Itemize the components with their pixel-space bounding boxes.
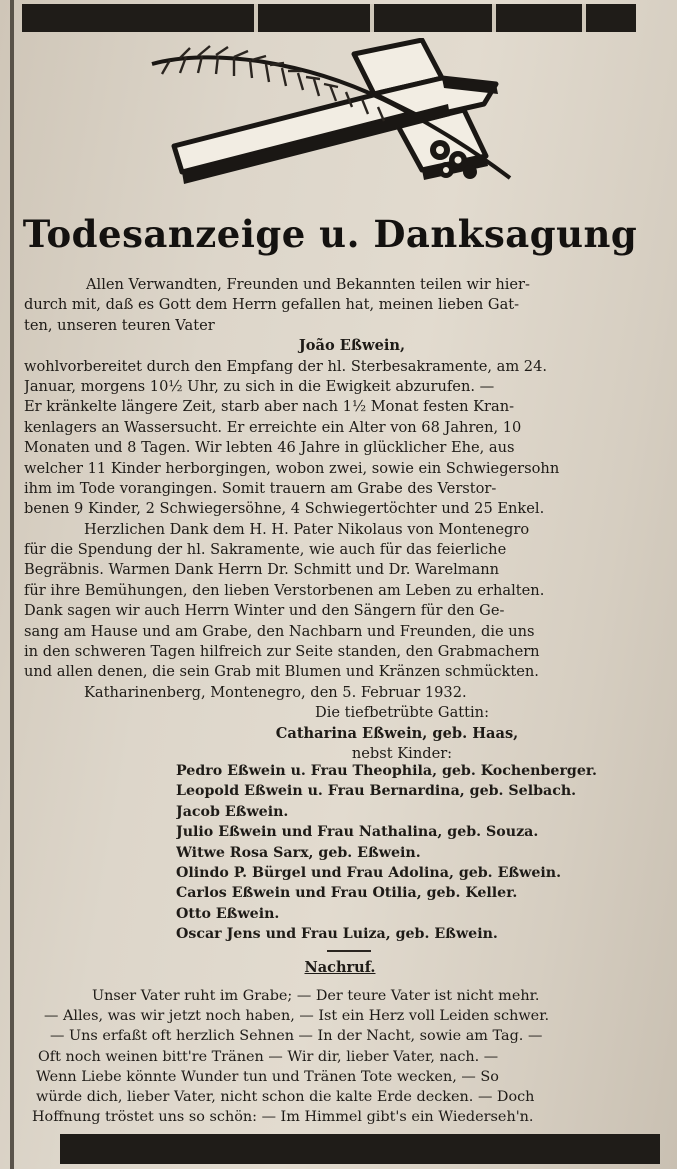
text-line: benen 9 Kinder, 2 Schwiegersöhne, 4 Schwiegertöchter und 25 Enkel. (24, 500, 545, 518)
family-list (176, 762, 656, 946)
bar-gap (254, 4, 258, 32)
children-heading: nebst Kinder: (351, 744, 453, 762)
text-line: welcher 11 Kinder herborgingen, wobon zwei, sowie ein Schwiegersohn (24, 459, 560, 477)
text-line: Monaten und 8 Tagen. Wir lebten 46 Jahre in glücklicher Ehe, aus (24, 439, 515, 457)
family-member: Julio Eßwein und Frau Nathalina, geb. Souza. (176, 824, 539, 841)
bar-gap (582, 4, 586, 32)
family-member: Olindo P. Bürgel und Frau Adolina, geb. Eßwein. (176, 864, 562, 881)
poem-line: würde dich, lieber Vater, nicht schon die kalte Erde decken. — Doch (36, 1088, 535, 1105)
poem-line: — Uns erfaßt oft herzlich Sehnen — In der Nacht, sowie am Tag. — (50, 1028, 543, 1045)
text-line: Dank sagen wir auch Herrn Winter und den Sängern für den Ge- (24, 602, 505, 620)
text-line: Allen Verwandten, Freunden und Bekannten teilen wir hier- (86, 276, 530, 293)
family-member: Witwe Rosa Sarx, geb. Eßwein. (176, 844, 421, 861)
text-line: sang am Hause und am Grabe, den Nachbarn und Freunden, die uns (24, 622, 535, 640)
cross-with-palm-frond-icon (140, 38, 530, 198)
widow-heading: Die tiefbetrübte Gattin: (315, 704, 489, 722)
family-member: Pedro Eßwein u. Frau Theophila, geb. Kochenberger. (176, 763, 597, 779)
page-title: Todesanzeige u. Danksagung (22, 212, 638, 256)
poem-text (30, 986, 660, 1127)
text-line: Er kränkelte längere Zeit, starb aber nach 1½ Monat festen Kran- (24, 398, 515, 416)
text-line: durch mit, daß es Gott dem Herrn gefallen hat, meinen lieben Gat- (24, 296, 520, 314)
family-member: Otto Eßwein. (176, 905, 280, 922)
family-member: Jacob Eßwein. (176, 803, 289, 820)
widow-name: Catharina Eßwein, geb. Haas, (275, 724, 519, 742)
text-line: in den schweren Tagen hilfreich zur Seite standen, den Grabmachern (24, 643, 540, 661)
text-line: für ihre Bemühungen, den lieben Verstorbenen am Leben zu erhalten. (24, 581, 545, 599)
text-line: wohlvorbereitet durch den Empfang der hl. Sterbesakramente, am 24. (24, 357, 548, 375)
text-line: kenlagers an Wassersucht. Er erreichte ein Alter von 68 Jahren, 10 (24, 418, 522, 436)
deceased-name: João Eßwein, (298, 337, 406, 355)
announcement-text (24, 275, 660, 764)
poem-title: Nachruf. (304, 959, 376, 976)
poem-line: Hoffnung tröstet uns so schön: — Im Himmel gibt's ein Wiederseh'n. (32, 1109, 534, 1126)
text-line: ihm im Tode vorangingen. Somit trauern am Grabe des Verstor- (24, 479, 497, 497)
section-divider (327, 950, 371, 952)
top-border-bar (22, 4, 636, 32)
poem-line: Wenn Liebe könnte Wunder tun und Tränen Tote wecken, — So (36, 1068, 499, 1085)
text-line: für die Spendung der hl. Sakramente, wie auch für das feierliche (24, 541, 507, 559)
poem-line: Unser Vater ruht im Grabe; — Der teure Vater ist nicht mehr. (92, 988, 540, 1004)
text-line: Januar, morgens 10½ Uhr, zu sich in die Ewigkeit abzurufen. — (24, 377, 495, 395)
text-line: und allen denen, die sein Grab mit Blumen und Kränzen schmückten. (24, 663, 539, 681)
column-rule (10, 0, 14, 1169)
family-member: Leopold Eßwein u. Frau Bernardina, geb. Selbach. (176, 783, 577, 800)
poem-line: — Alles, was wir jetzt noch haben, — Ist ein Herz voll Leiden schwer. (44, 1008, 550, 1025)
bottom-border-bar (60, 1134, 660, 1164)
text-line: Herzlichen Dank dem H. H. Pater Nikolaus von Montenegro (84, 520, 530, 538)
family-member: Oscar Jens und Frau Luiza, geb. Eßwein. (176, 926, 498, 943)
bar-gap (370, 4, 374, 32)
poem-line: Oft noch weinen bitt're Tränen — Wir dir, lieber Vater, nach. — (38, 1048, 499, 1065)
family-member: Carlos Eßwein und Frau Otilia, geb. Keller. (176, 885, 518, 902)
place-date-line: Katharinenberg, Montenegro, den 5. Februar 1932. (84, 683, 467, 701)
text-line: Begräbnis. Warmen Dank Herrn Dr. Schmitt und Dr. Warelmann (24, 561, 500, 579)
text-line: ten, unseren teuren Vater (24, 316, 215, 334)
bar-gap (492, 4, 496, 32)
